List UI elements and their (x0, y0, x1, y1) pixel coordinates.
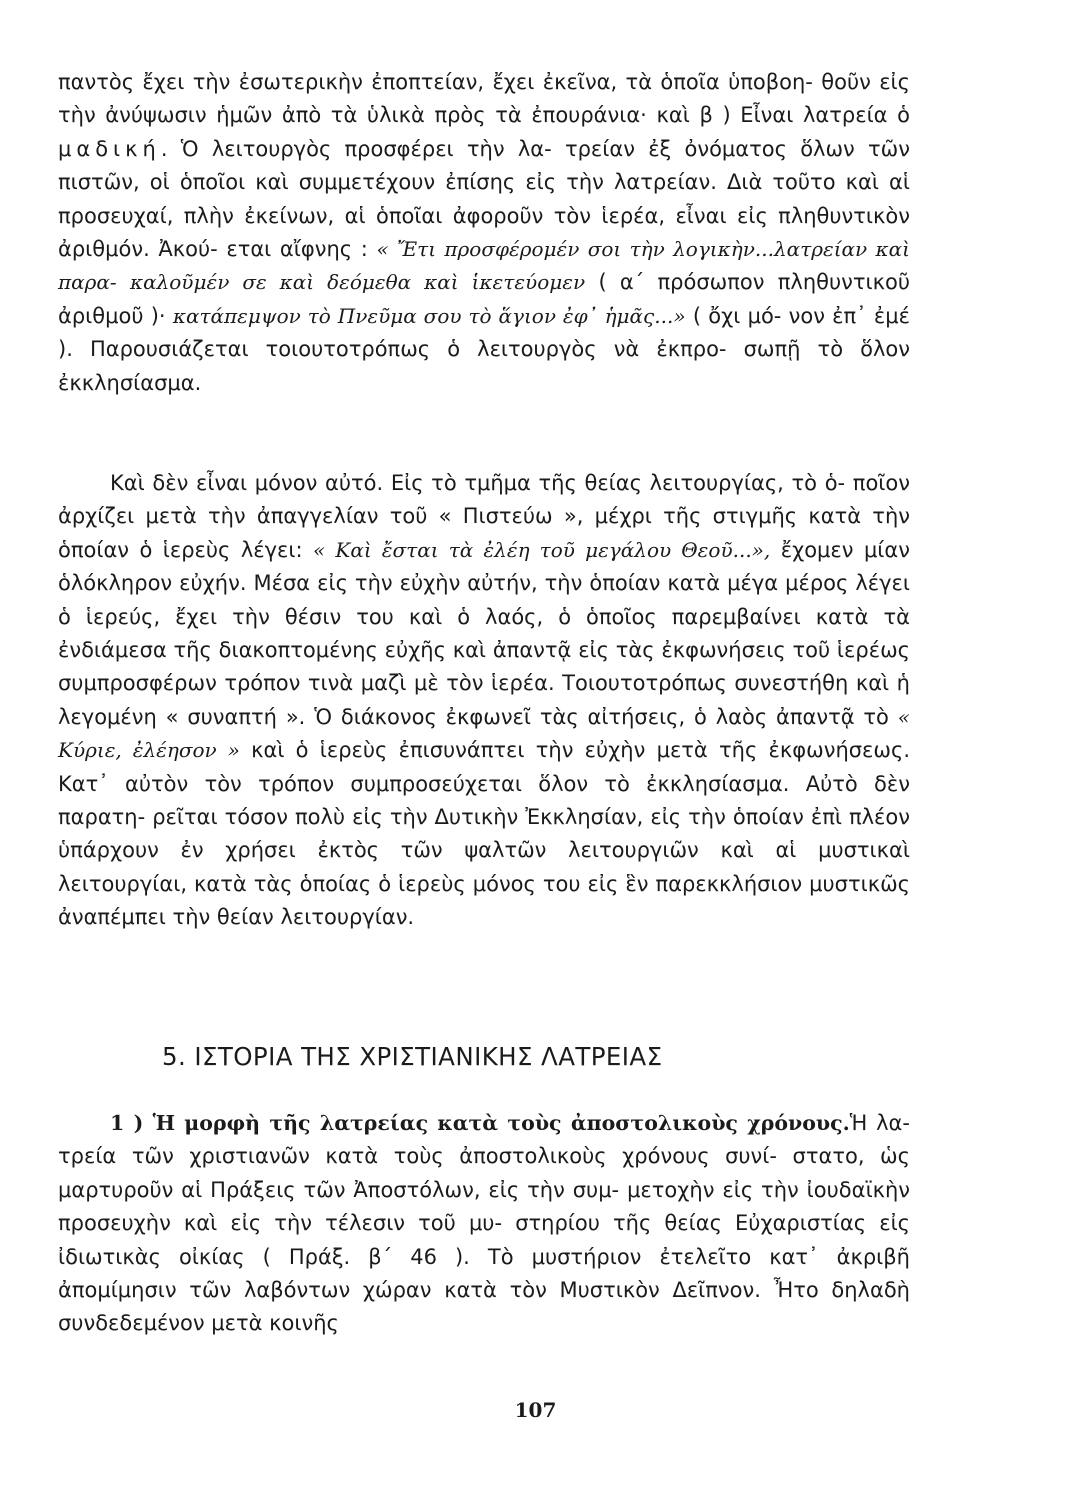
body-text (58, 467, 910, 935)
text-line: μυστικαὶ λειτουργίαι, κατὰ τὰς ὁποίας ὁ ἱερεὺς μόνος του εἰς ἓν (58, 838, 910, 896)
paragraph (58, 467, 910, 935)
text-line: ἔχομεν μίαν ὁλόκληρον εὐχήν. Μέσα εἰς τὴν εὐχὴν αὐτήν, τὴν ὁποίαν (58, 537, 910, 596)
text-line: εται αἴφνης : « Ἔτι προσφέρομέν σοι τὴν λογικὴν...λατρείαν καὶ παρα- (58, 237, 910, 295)
text-line: νον ἐπ᾽ ἐμέ ). Παρουσιάζεται τοιουτοτρόπως ὁ λειτουργὸς νὰ ἐκπρο- (58, 303, 910, 362)
text-line: Καὶ δὲν εἶναι μόνον αὐτό. Εἰς τὸ τμῆμα τῆς θείας λειτουργίας, τὸ ὁ- (110, 471, 846, 495)
text-line: στατο, ὡς μαρτυροῦν αἱ Πράξεις τῶν Ἀποστόλων, εἰς τὴν συμ- (58, 1144, 910, 1202)
text-line: παρεμβαίνει κατὰ τὰ ἐνδιάμεσα τῆς διακοπτομένης εὐχῆς καὶ ἀπαντᾷ (58, 604, 911, 663)
text-line: παρεκκλήσιον μυστικῶς ἀναπέμπει τὴν θείαν λειτουργίαν. (58, 871, 910, 930)
text-line: Τὸ μυστήριον ἐτελεῖτο κατ᾽ ἀκριβῆ ἀπομίμησιν τῶν λαβόντων χώραν (58, 1244, 910, 1303)
text-line: καὶ ὁ ἱερεὺς ἐπισυνάπτει τὴν εὐχὴν μετὰ τῆς ἐκφωνήσεως. Κατ᾽ αὐτὸν (58, 738, 910, 796)
liturgical-quote: « Ἔτι προσφέρομέν σοι τὴν λογικὴν...λατρείαν καὶ παρα- (58, 237, 910, 295)
text-line: θοῦν εἰς τὴν ἀνύψωσιν ἡμῶν ἀπὸ τὰ ὑλικὰ πρὸς τὰ ἐπουράνια· καὶ (58, 70, 910, 128)
spaced-emphasis: μαδική (58, 136, 161, 161)
text-line: μετοχὴν εἰς τὴν ἰουδαϊκὴν προσευχὴν καὶ εἰς τὴν τέλεσιν τοῦ μυ- (58, 1177, 910, 1236)
text-line: ἐπίσης εἰς τὴν λατρείαν. Διὰ τοῦτο καὶ αἱ προσευχαί, πλὴν ἐκείνων, (58, 170, 910, 228)
text-line: ποῖον ἀρχίζει μετὰ τὴν ἀπαγγελίαν τοῦ « Πιστεύω », μέχρι τῆς στιγμῆς (58, 471, 910, 529)
text-line: τρείαν ἐξ ὀνόματος ὅλων τῶν πιστῶν, οἱ ὁποῖοι καὶ συμμετέχουν (58, 136, 910, 195)
page-number: 107 (514, 1398, 557, 1422)
text-line: αἱ ὁποῖαι ἀφοροῦν τὸν ἱερέα, εἶναι εἰς πληθυντικὸν ἀριθμόν. Ἀκού- (58, 203, 910, 262)
paragraph-continuation (58, 66, 910, 400)
liturgical-quote: καλοῦμέν σε καὶ δεόμεθα καὶ ἱκετεύομεν (129, 270, 586, 295)
body-text (58, 66, 910, 400)
body-text (58, 1107, 910, 1341)
subsection-title: 1 ) Ἡ μορφὴ τῆς λατρείας κατὰ τοὺς ἀποστολικοὺς χρόνους. (110, 1111, 850, 1135)
liturgical-quote: « Κύριε, ἐλέησον » (58, 704, 910, 763)
liturgical-quote: « Καὶ ἔσται τὰ ἐλέη τοῦ μεγάλου Θεοῦ...», (313, 537, 771, 562)
text-line: πλέον ὑπάρχουν ἐν χρήσει ἐκτὸς τῶν ψαλτῶν λειτουργιῶν καὶ αἱ (58, 805, 910, 863)
text-line: σωπῇ τὸ ὅλον ἐκκλησίασμα. (58, 337, 910, 395)
liturgical-quote: κατάπεμψον τὸ Πνεῦμα σου τὸ ἅγιον ἐφ᾽ ἡμᾶς...» (172, 303, 686, 328)
text-line: τὸν ἱερέα. Τοιουτοτρόπως συνεστήθη καὶ ἡ λεγομένη « συναπτή ». (58, 671, 910, 729)
text-line: ἀριθμοῦ )· κατάπεμψον τὸ Πνεῦμα σου τὸ ἅγιον ἐφ᾽ ἡμᾶς...» ( ὄχι μό- (58, 303, 782, 328)
text-line: κατὰ τὸν Μυστικὸν Δεῖπνον. Ἦτο δηλαδὴ συνδεδεμένον μετὰ κοινῆς (58, 1278, 910, 1336)
text-line: κατὰ τὴν ὁποίαν ὁ ἱερεὺς λέγει: « Καὶ ἔσται τὰ ἐλέη τοῦ μεγάλου Θεοῦ...», (58, 504, 910, 562)
paragraph (58, 1107, 910, 1341)
text-line: 1 ) Ἡ μορφὴ τῆς λατρείας κατὰ τοὺς ἀποστολικοὺς χρόνους.Ἡ λα- (110, 1111, 910, 1135)
text-line: εἰς τὰς ἐκφωνήσεις τοῦ ἱερέως συμπροσφέρων τρόπον τινὰ μαζὶ μὲ (58, 638, 910, 696)
text-line: τρεία τῶν χριστιανῶν κατὰ τοὺς ἀποστολικοὺς χρόνους συνί- (58, 1144, 777, 1169)
text-line: τὸν τρόπον συμπροσεύχεται ὅλον τὸ ἐκκλησίασμα. Αὐτὸ δὲν παρατη- (58, 771, 910, 830)
text-line: καλοῦμέν σε καὶ δεόμεθα καὶ ἱκετεύομεν ( α΄ πρόσωπον πληθυντικοῦ (129, 270, 910, 295)
text-line: στηρίου τῆς θείας Εὐχαριστίας εἰς ἰδιωτικὰς οἰκίας ( Πράξ. β΄ 46 ). (58, 1211, 910, 1269)
text-line: κατὰ μέγα μέρος λέγει ὁ ἱερεύς, ἔχει τὴν θέσιν του καὶ ὁ λαός, ὁ ὁποῖος (58, 571, 910, 629)
text-line: παντὸς ἔχει τὴν ἐσωτερικὴν ἐποπτείαν, ἔχει ἐκεῖνα, τὰ ὁποῖα ὑποβοη- (58, 70, 813, 94)
text-line: ρεῖται τόσον πολὺ εἰς τὴν Δυτικὴν Ἐκκλησίαν, εἰς τὴν ὁποίαν ἐπὶ (152, 805, 842, 830)
section-heading: 5. ΙΣΤΟΡΙΑ ΤΗΣ ΧΡΙΣΤΙΑΝΙΚΗΣ ΛΑΤΡΕΙΑΣ (162, 1042, 663, 1071)
text-line: β ) Εἶναι λατρεία ὁ μαδική. Ὁ λειτουργὸς προσφέρει τὴν λα- (58, 103, 910, 161)
text-line: Ὁ διάκονος ἐκφωνεῖ τὰς αἰτήσεις, ὁ λαὸς ἀπαντᾷ τὸ « Κύριε, ἐλέησον » (58, 704, 910, 763)
